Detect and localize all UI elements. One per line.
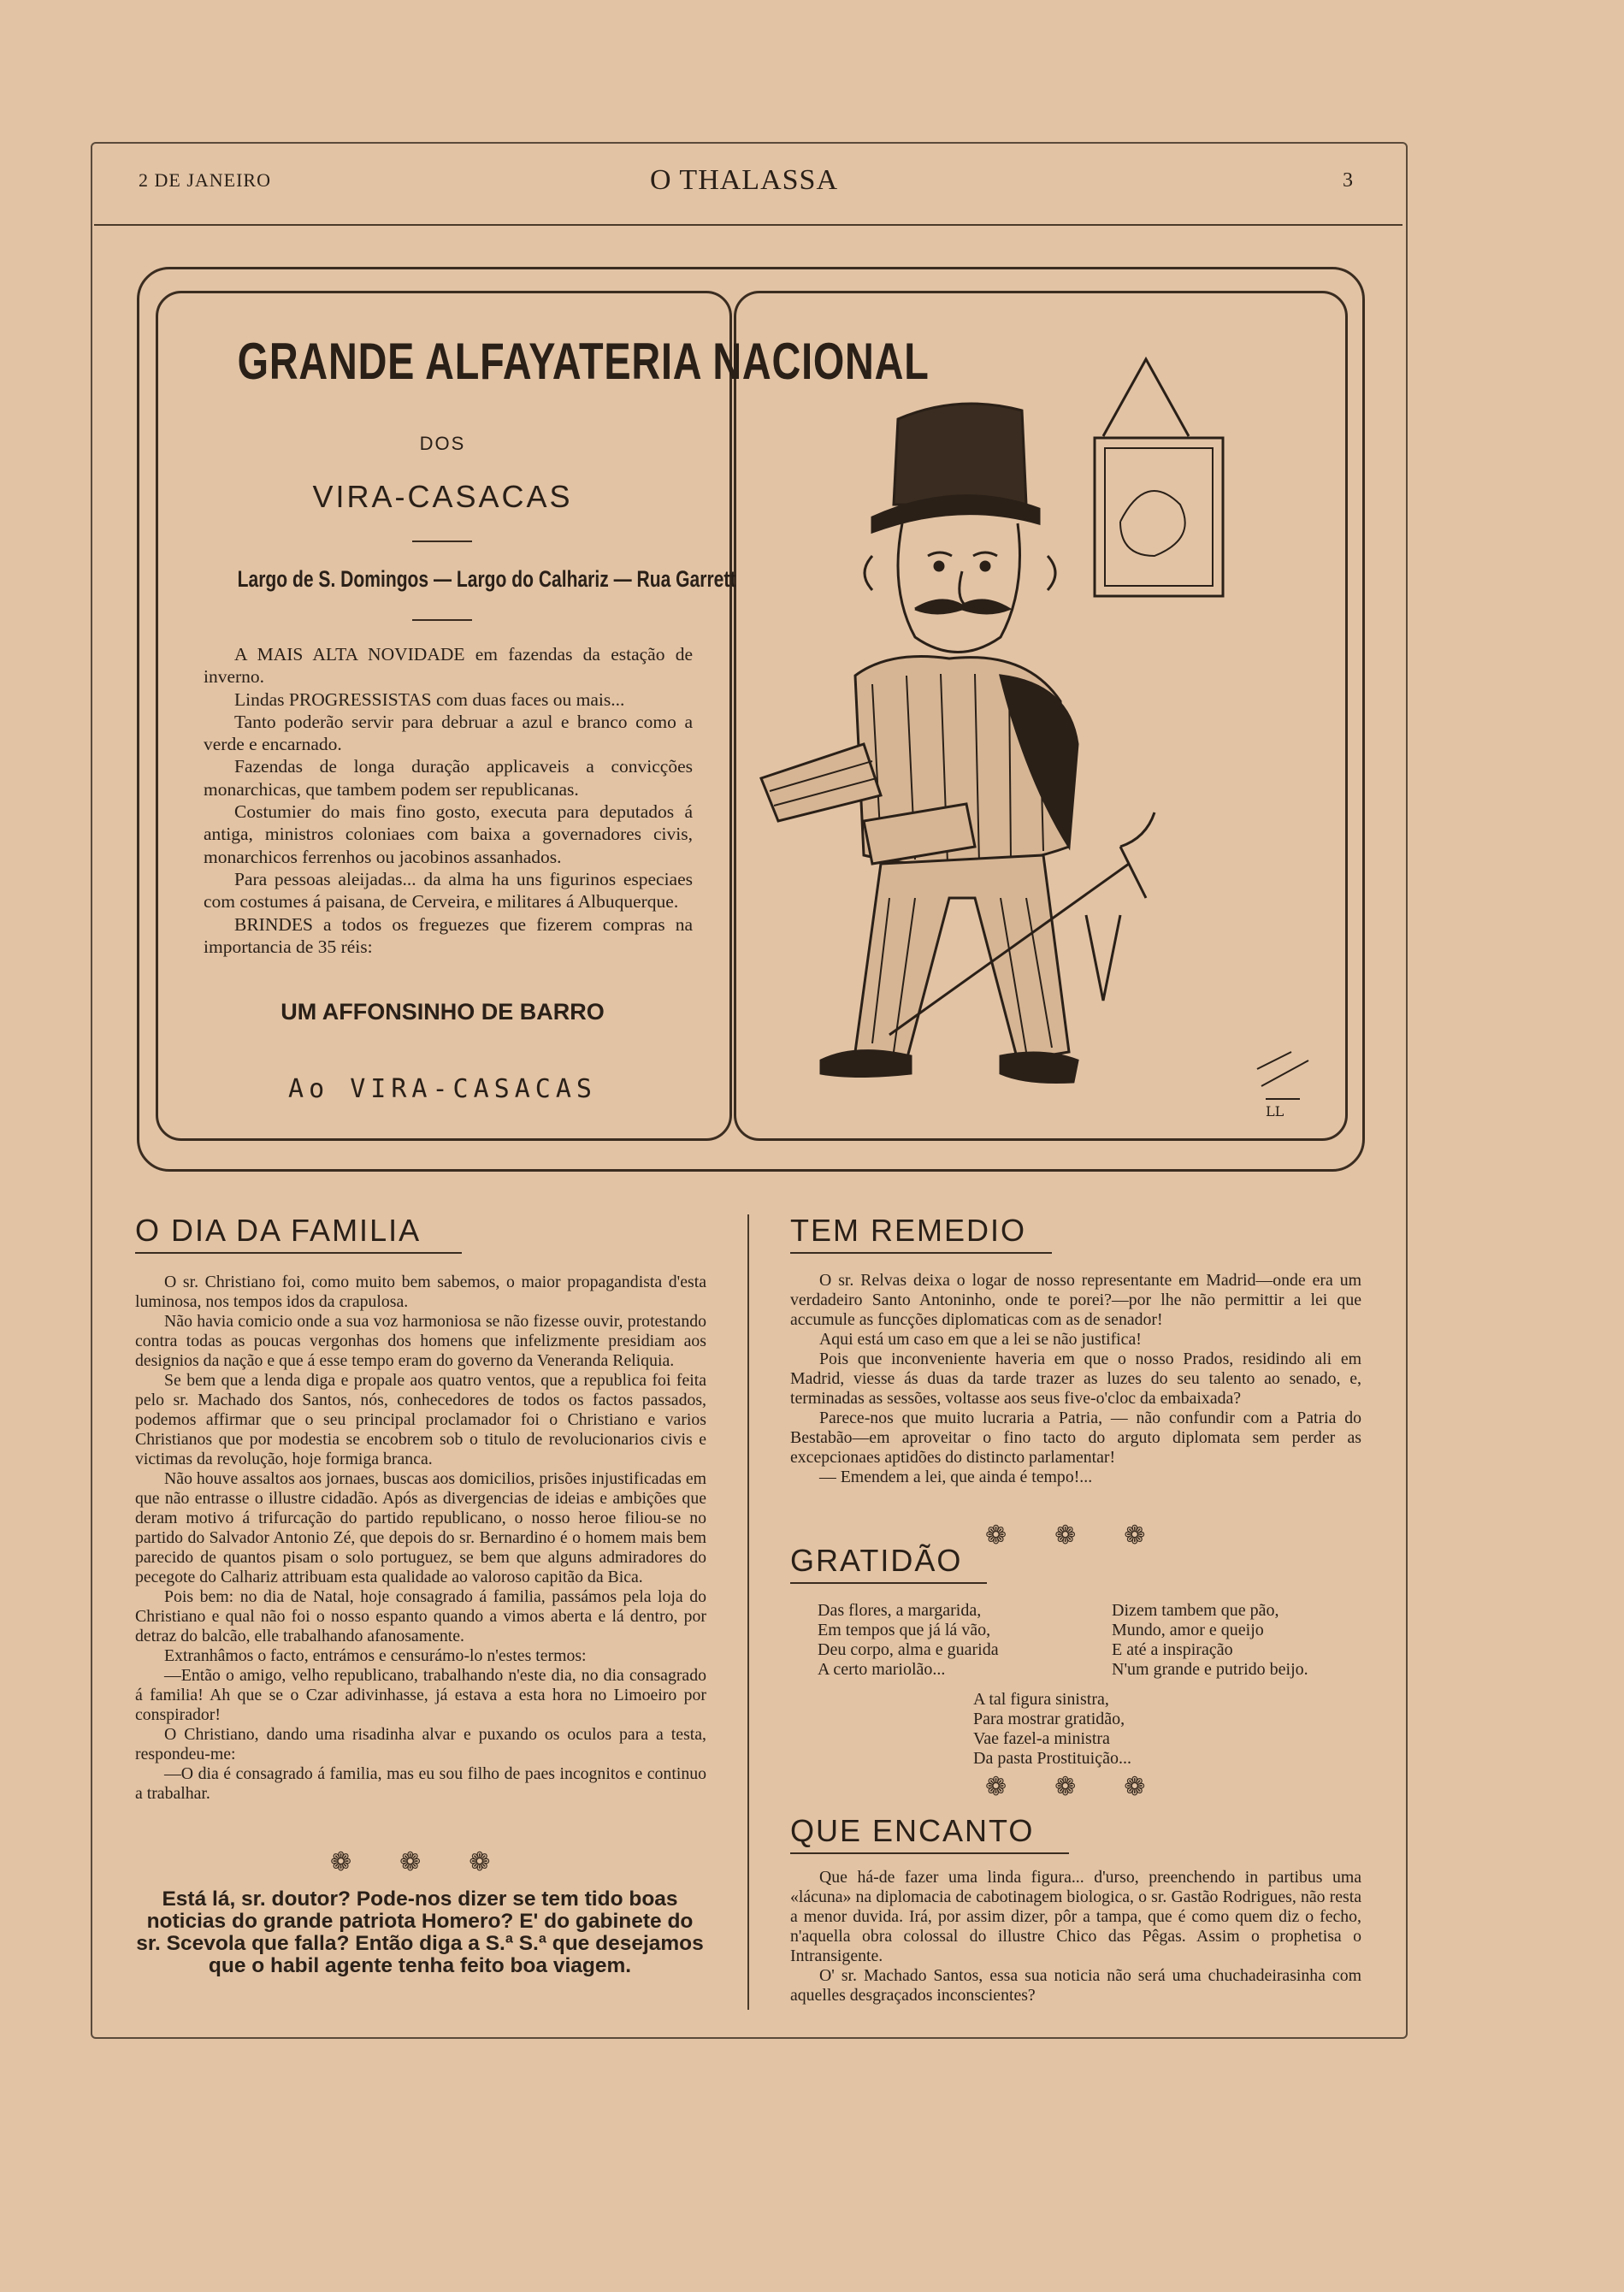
article-paragraph: Parece-nos que muito lucraria a Patria, — não confundir com a Patria do Bestabão—em aproveitar o fino tacto do arguto diplomata sem perder as excepcionaes aptidões do distincto parlamentar!	[790, 1409, 1361, 1467]
framed-picture	[1095, 438, 1223, 596]
poem-stanza-3	[973, 1690, 1131, 1769]
newspaper-title: O THALASSA	[649, 164, 838, 196]
heading-rule	[790, 1252, 1052, 1254]
article-que-encanto	[790, 1868, 1361, 2006]
issue-date: 2 DE JANEIRO	[139, 169, 271, 191]
right-shoe	[1001, 1053, 1078, 1083]
advert-body	[204, 643, 693, 958]
article-paragraph: O sr. Relvas deixa o logar de nosso representante em Madrid—onde era um verdadeiro Santo Antoninho, onde te porei?—por lhe não permittir a lei que accumule as funcções diplomaticas com as de senador!	[790, 1271, 1361, 1329]
advert-paragraph: Fazendas de longa duração applicaveis a convicções monarchicas, que tambem podem ser republicanas.	[204, 756, 693, 800]
article-paragraph: Não houve assaltos aos jornaes, buscas aos domicilios, prisões injustificadas em que não entrasse o illustre cidadão. Após as divergencias de ideias e ambições que deram motivo á trifurcação do partido republicano, o nosso heroe filiou-se no partido do Salvador Antonio Zé, que depois do sr. Bernardino é o homem mais bem parecido de quantos pisam o solo portuguez, se bem que alguns admiradores do pecegote do Calhariz attribuam esta qualidade ao valoroso capitão da Bica.	[135, 1469, 706, 1586]
advert-paragraph: A MAIS ALTA NOVIDADE em fazendas da estação de inverno.	[204, 644, 693, 688]
advert-signature: Ao VIRA-CASACAS	[288, 1074, 597, 1104]
caricature-illustration	[744, 299, 1334, 1129]
poem-line: A tal figura sinistra,	[973, 1690, 1109, 1709]
picture-hanger	[1103, 359, 1189, 436]
header-rule	[94, 224, 1403, 226]
advert-rule-2	[412, 619, 472, 621]
left-shoe	[821, 1051, 911, 1077]
article-paragraph: Pois bem: no dia de Natal, hoje consagrado á familia, passámos pela loja do Christiano e qual não foi o nosso espanto quando a vimos aberta e lá dentro, por detraz do balcão, elle trabalhando afanosamente.	[135, 1587, 706, 1645]
poem-stanza-2	[1112, 1601, 1308, 1680]
advert-paragraph: Para pessoas aleijadas... da alma ha uns figurinos especiaes com costumes á paisana, de Cerveira, e militares á Albuquerque.	[204, 868, 693, 913]
poem-line: Da pasta Prostituição...	[973, 1749, 1131, 1768]
article-paragraph: — Emendem a lei, que ainda é tempo!...	[819, 1468, 1093, 1486]
advert-address: Largo de S. Domingos — Largo do Calhariz — Rua Garrett	[237, 566, 736, 592]
column-divider	[747, 1214, 749, 2010]
poem-line: Deu corpo, alma e guarida	[818, 1640, 999, 1659]
poem-line: E até a inspiração	[1112, 1640, 1233, 1659]
bold-note: Está lá, sr. doutor? Pode-nos dizer se tem tido boas noticias do grande patriota Homero? E' do gabinete do sr. Scevola que falla? Então diga a S.ª S.ª que desejamos que o habil agente tenha feito boa viagem.	[136, 1887, 704, 1977]
advert-title: GRANDE ALFAYATERIA NACIONAL	[237, 333, 930, 390]
flower-ornaments: ❁❁❁	[330, 1847, 539, 1877]
article-paragraph: Aqui está um caso em que a lei se não justifica!	[819, 1330, 1142, 1349]
poem-line: Vae fazel-a ministra	[973, 1729, 1110, 1748]
advert-paragraph: Tanto poderão servir para debruar a azul e branco como a verde e encarnado.	[204, 711, 693, 755]
article-paragraph: —O dia é consagrado á familia, mas eu sou filho de paes incognitos e continuo a trabalhar.	[135, 1764, 706, 1803]
heading-rule	[790, 1582, 987, 1584]
article-paragraph: O' sr. Machado Santos, essa sua noticia não será uma chuchadeirasinha com aquelles desgraçados inconscientes?	[790, 1966, 1361, 2005]
poem-line: Para mostrar gratidão,	[973, 1710, 1125, 1728]
flower-ornaments: ❁❁❁	[985, 1772, 1194, 1802]
poem-stanza-1	[818, 1601, 999, 1680]
cartoon-signature: LL	[1266, 1103, 1284, 1119]
heading-rule	[790, 1852, 1069, 1854]
article-paragraph: Extranhâmos o facto, entrámos e censurámo-lo n'estes termos:	[164, 1646, 587, 1665]
article-tem-remedio	[790, 1271, 1361, 1487]
advert-name: VIRA-CASACAS	[312, 479, 573, 514]
poem-line: Das flores, a margarida,	[818, 1601, 982, 1620]
heading-dia-da-familia: O DIA DA FAMILIA	[135, 1213, 422, 1248]
heading-que-encanto: QUE ENCANTO	[790, 1813, 1035, 1848]
article-paragraph: Pois que inconveniente haveria em que o nosso Prados, residindo ali em Madrid, viesse ás duas da tarde trazer as luzes do seu talento ao senado, e, terminadas as sessões, voltasse aos seus five-o'cloc da embaixada?	[790, 1350, 1361, 1408]
article-paragraph: O Christiano, dando uma risadinha alvar e puxando os oculos para a testa, respondeu-me:	[135, 1725, 706, 1763]
page-number: 3	[1343, 169, 1353, 192]
article-paragraph: Se bem que a lenda diga e propale aos quatro ventos, que a republica foi feita pelo sr. Machado dos Santos, nós, conhecedores de todos os factos passados, podemos affirmar que o seu principal proclamador foi o Christiano e varios Christianos que por modestia se encobrem sob o titulo de revolucionarios civis e victimas da revolução, hoje formiga branca.	[135, 1371, 706, 1468]
poem-line: A certo mariolão...	[818, 1660, 946, 1679]
poem-line: Em tempos que já lá vão,	[818, 1621, 991, 1639]
advert-paragraph: Lindas PROGRESSISTAS com duas faces ou mais...	[234, 688, 625, 710]
advert-prize: UM AFFONSINHO DE BARRO	[281, 999, 605, 1025]
article-paragraph: —Então o amigo, velho republicano, trabalhando n'este dia, no dia consagrado á familia! Ah que se o Czar adivinhasse, já estava a esta hora no Limoeiro por conspirador!	[135, 1666, 706, 1724]
heading-rule	[135, 1252, 462, 1254]
cap	[894, 404, 1026, 505]
advert-dos: DOS	[419, 433, 466, 454]
heading-tem-remedio: TEM REMEDIO	[790, 1213, 1027, 1248]
advert-rule-1	[412, 541, 472, 542]
poem-line: N'um grande e putrido beijo.	[1112, 1660, 1308, 1679]
poem-line: Mundo, amor e queijo	[1112, 1621, 1264, 1639]
flower-ornaments: ❁❁❁	[985, 1521, 1194, 1551]
article-paragraph: Não havia comicio onde a sua voz harmoniosa se não fizesse ouvir, protestando contra todas as poucas vergonhas dos homens que infelizmente presidiam aos designios da nação e que á esse tempo eram do governo da Veneranda Reliquia.	[135, 1312, 706, 1370]
heading-gratidao: GRATIDÃO	[790, 1543, 963, 1578]
article-paragraph: O sr. Christiano foi, como muito bem sabemos, o maior propagandista d'esta luminosa, nos tempos idos da crapulosa.	[135, 1273, 706, 1311]
advert-paragraph: BRINDES a todos os freguezes que fizerem compras na importancia de 35 réis:	[204, 913, 693, 957]
advert-paragraph: Costumier do mais fino gosto, executa para deputados á antiga, ministros coloniaes com baixa a governadores civis, monarchicos ferrenhos ou jacobinos assanhados.	[204, 801, 693, 867]
article-dia-da-familia	[135, 1273, 706, 1804]
article-paragraph: Que há-de fazer uma linda figura... d'urso, preenchendo in partibus uma «lácuna» na diplomacia de cabotinagem biologica, o sr. Gastão Rodrigues, não resta a menor duvida. Irá, por assim dizer, pôr a tampa, que é como quem diz o fecho, n'aquella obra colossal do illustre Chico das Pêgas. Assim o prophetisa o Intransigente.	[790, 1868, 1361, 1965]
poem-line: Dizem tambem que pão,	[1112, 1601, 1279, 1620]
